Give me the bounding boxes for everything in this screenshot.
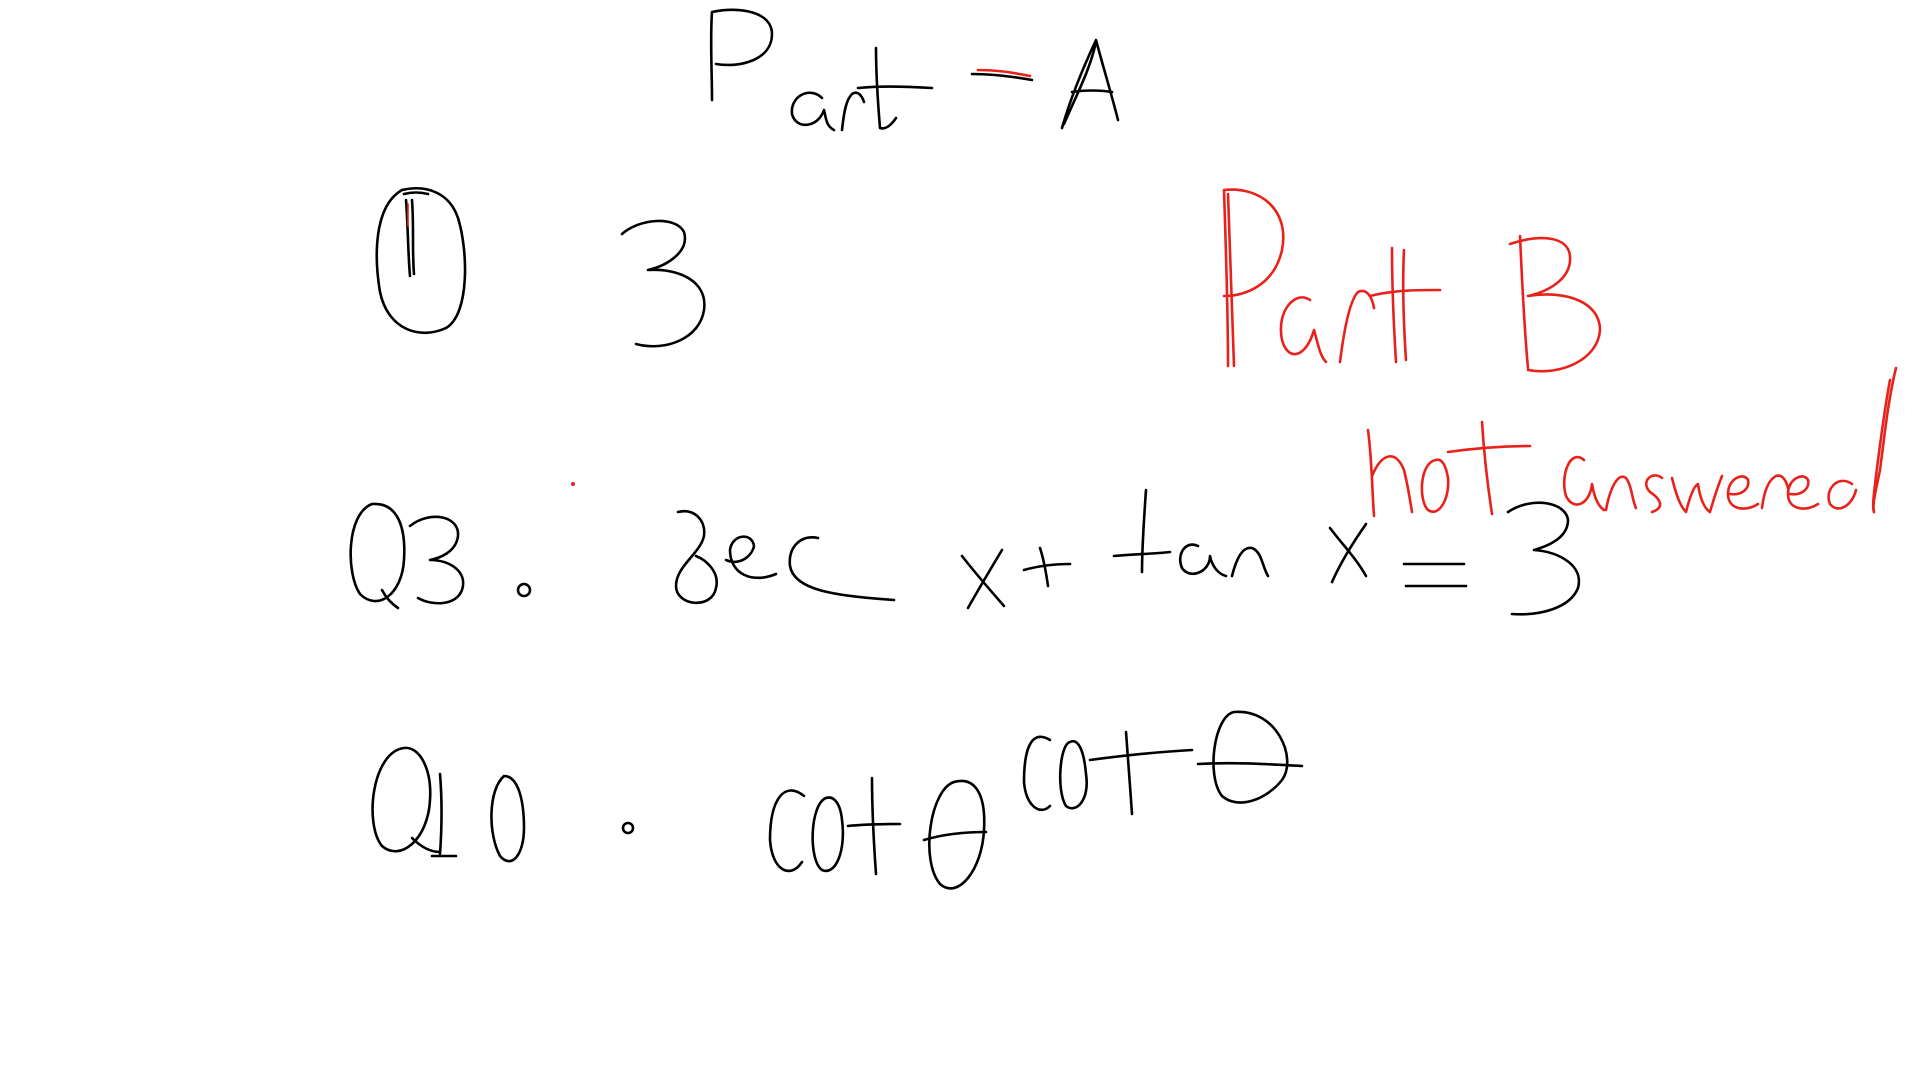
- answer-q3: [0, 0, 1579, 614]
- title-part-a: [711, 10, 1118, 130]
- teacher-note: [0, 0, 1896, 516]
- answer-q1: [0, 0, 704, 346]
